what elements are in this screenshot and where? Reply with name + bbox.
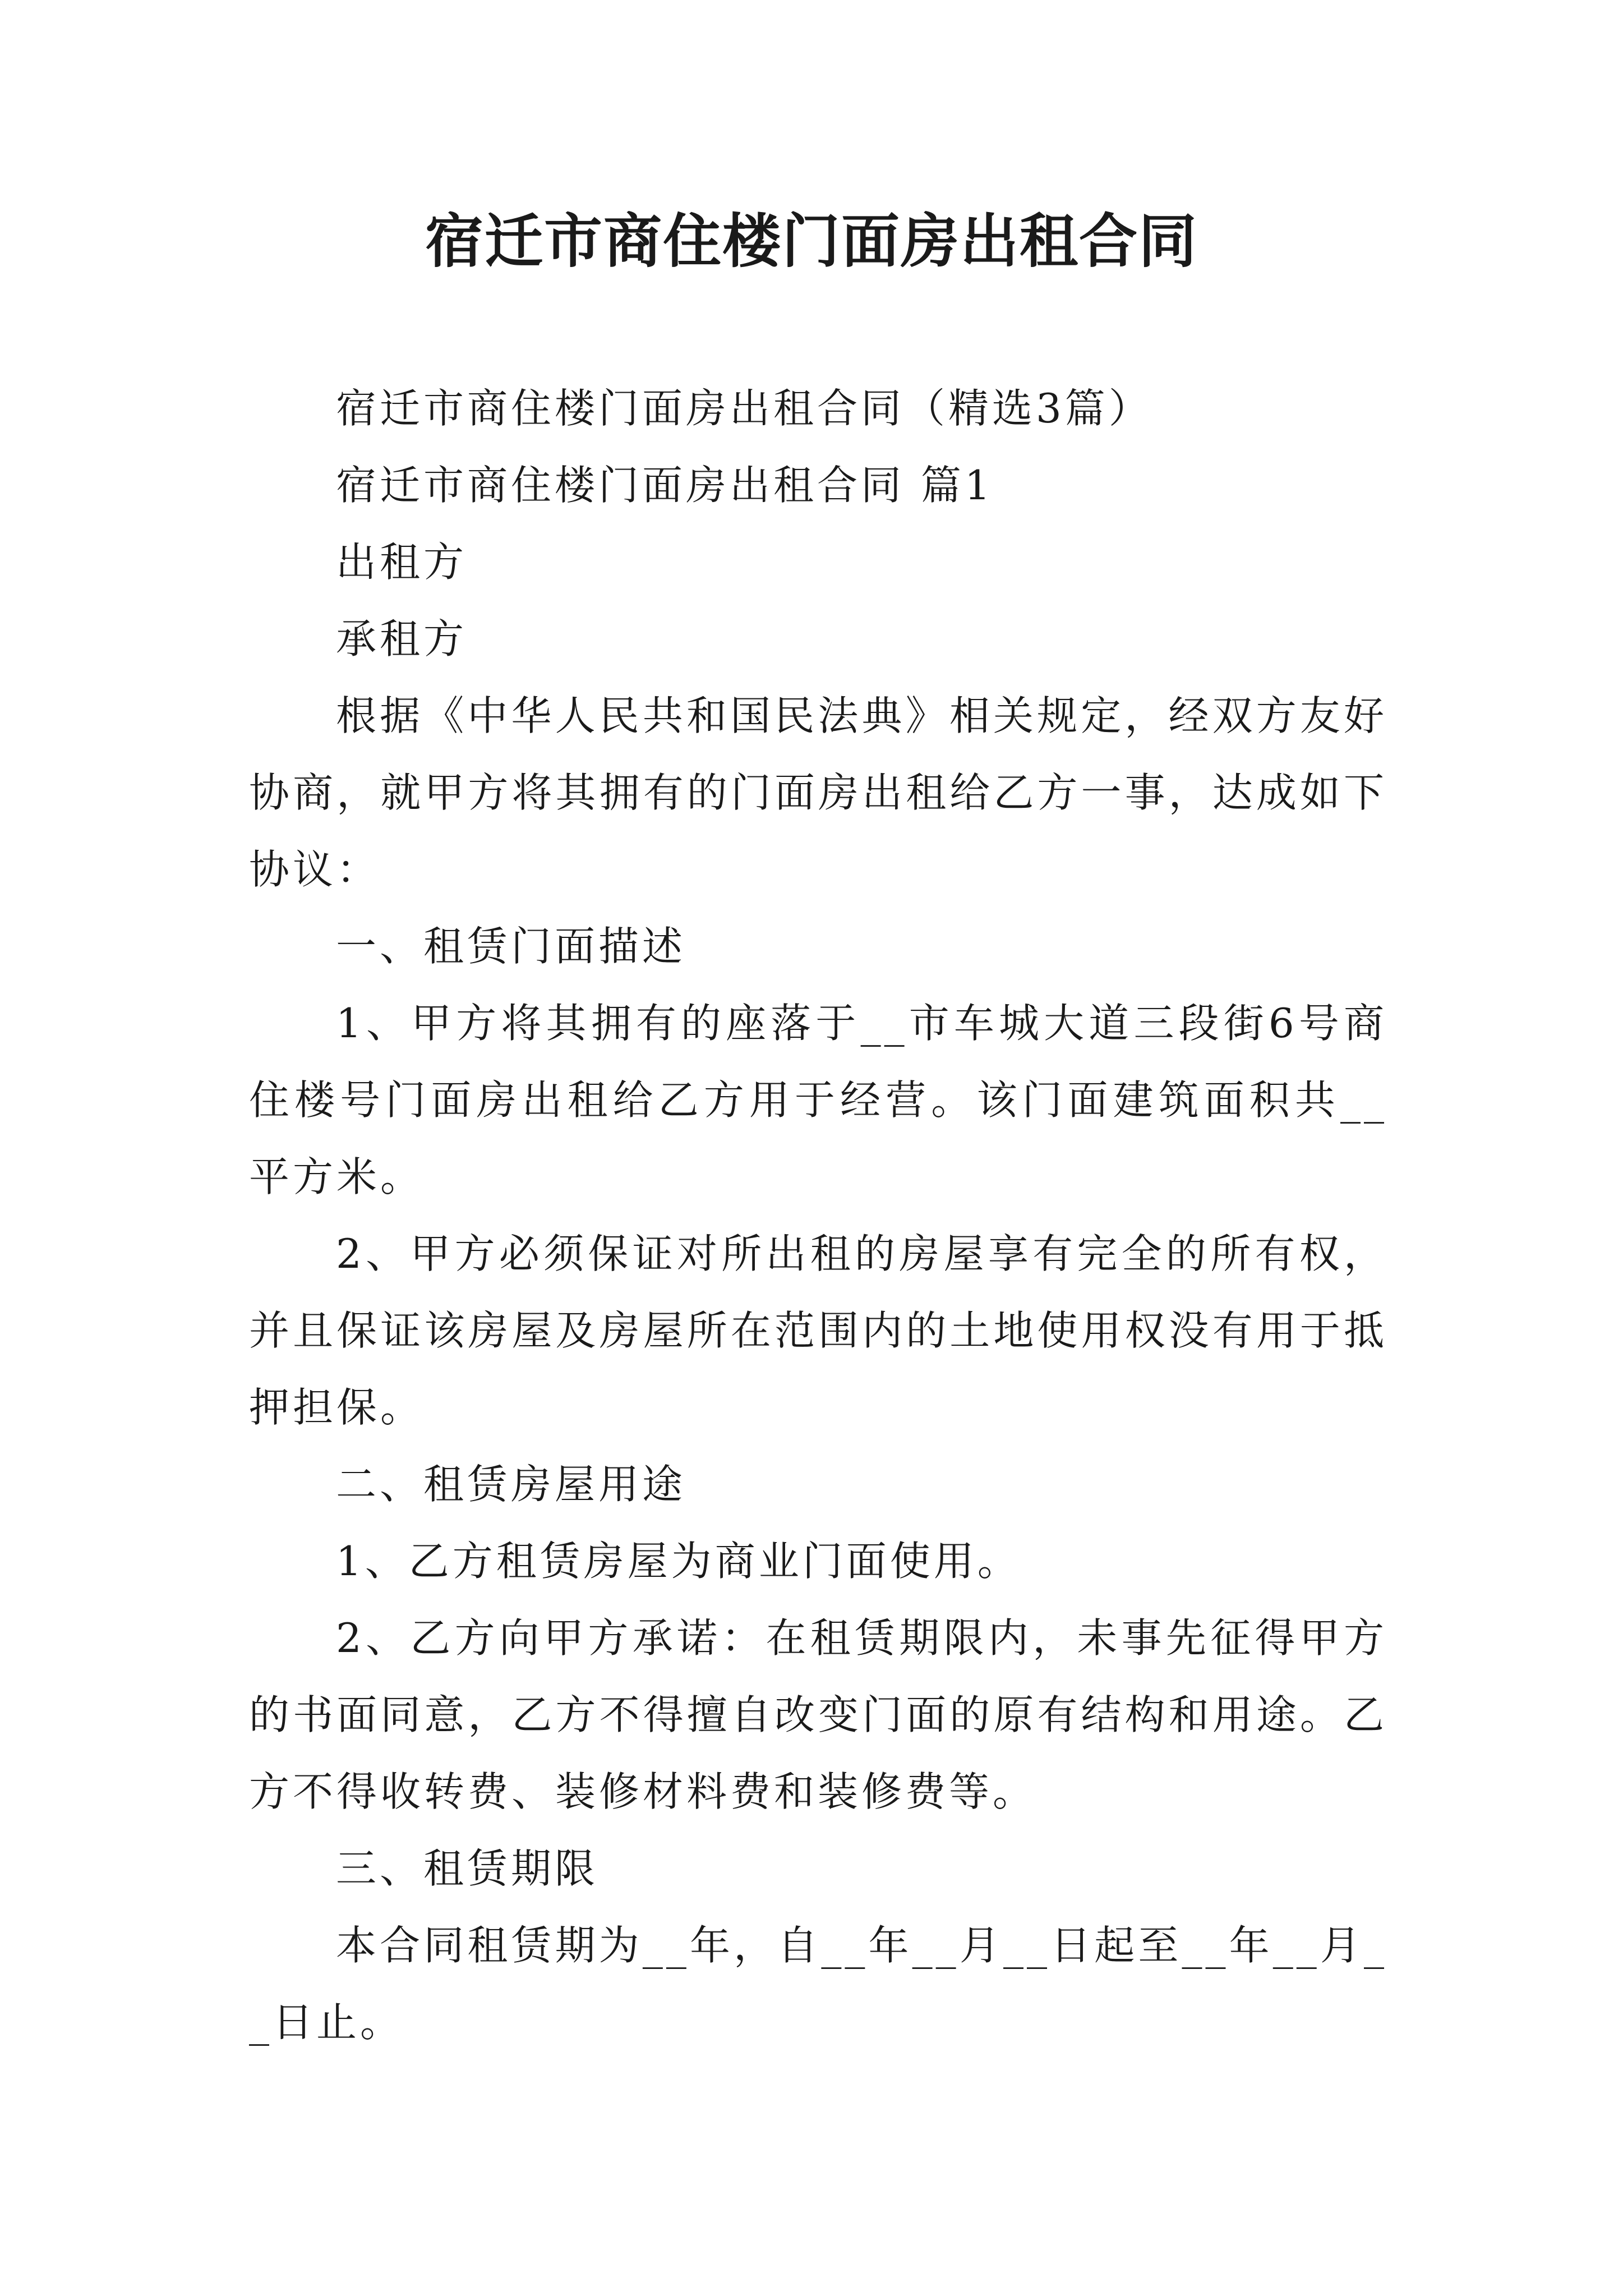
preamble-paragraph: 根据《中华人民共和国民法典》相关规定，经双方友好协商，就甲方将其拥有的门面房出租给乙方一事，达成如下协议： xyxy=(249,692,1387,893)
subtitle-selection: 宿迁市商住楼门面房出租合同（精选3篇） xyxy=(336,385,1152,432)
clause-2-item-1: 1、乙方租赁房屋为商业门面使用。 xyxy=(336,1538,1021,1585)
clause-heading-3: 三、租赁期限 xyxy=(336,1845,599,1892)
clause-3-term: 本合同租赁期为__年，自__年__月__日起至__年__月__日止。 xyxy=(249,1922,1387,2046)
clause-heading-2: 二、租赁房屋用途 xyxy=(336,1461,686,1508)
document-title: 宿迁市商住楼门面房出租合同 xyxy=(425,206,1198,275)
clause-2-item-2: 2、乙方向甲方承诺：在租赁期限内，未事先征得甲方的书面同意，乙方不得擅自改变门面的原有结构和用途。乙方不得收转费、装修材料费和装修费等。 xyxy=(249,1614,1387,1815)
clause-1-item-1: 1、甲方将其拥有的座落于__市车城大道三段街6号商住楼号门面房出租给乙方用于经营。该门面建筑面积共__平方米。 xyxy=(249,1000,1387,1200)
lessor-label: 出租方 xyxy=(336,539,468,586)
clause-heading-1: 一、租赁门面描述 xyxy=(336,923,686,970)
document-body xyxy=(249,370,1387,2061)
section-heading-part1: 宿迁市商住楼门面房出租合同 篇1 xyxy=(336,462,994,509)
clause-1-item-2: 2、甲方必须保证对所出租的房屋享有完全的所有权，并且保证该房屋及房屋所在范围内的土地使用权没有用于抵押担保。 xyxy=(249,1230,1387,1431)
lessee-label: 承租方 xyxy=(336,615,468,662)
